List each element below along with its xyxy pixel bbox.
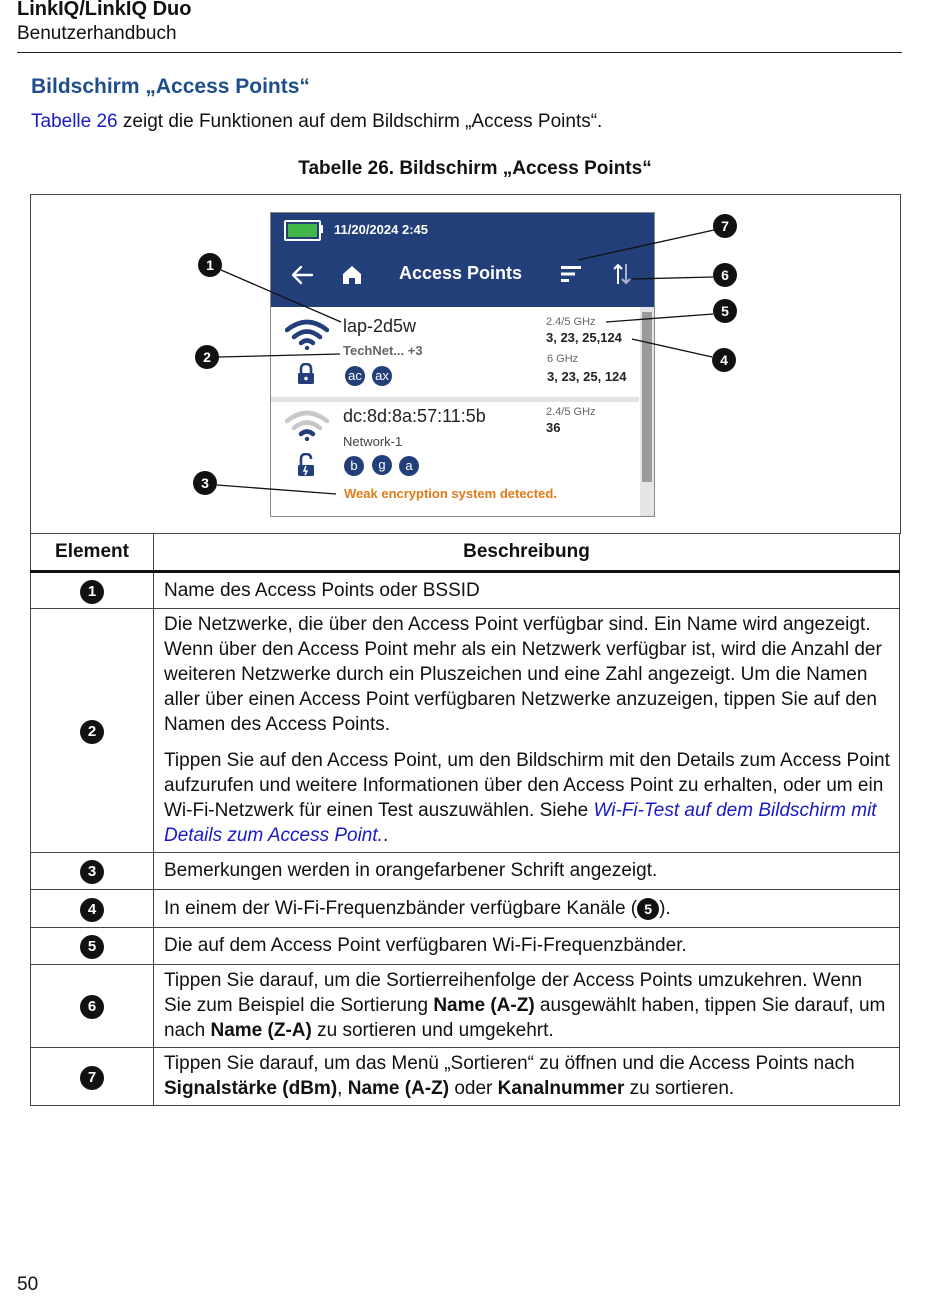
ap-name-1[interactable]: lap-2d5w xyxy=(343,316,417,336)
row-text: zu sortieren. xyxy=(624,1078,735,1099)
section-heading: Bildschirm „Access Points“ xyxy=(31,75,310,98)
ap1-band-6: 6 GHz xyxy=(547,353,579,365)
row-text: , xyxy=(337,1078,348,1099)
callout-5 xyxy=(713,299,737,323)
row-text: Tippen Sie darauf, um das Menü „Sortieren“ zu öffnen und die Access Points nach xyxy=(164,1053,855,1074)
row-text: zu sortieren und umgekehrt. xyxy=(311,1020,554,1041)
row-description: Bemerkungen werden in orangefarbener Schrift angezeigt. xyxy=(154,853,900,890)
number-marker: 1 xyxy=(80,580,104,604)
svg-text:4: 4 xyxy=(720,352,728,368)
row-text: Tippen Sie auf den Access Point, um den Bildschirm mit den Details zum Access Point aufzurufen und weitere Informationen über den Access Point zu erhalten, oder um ein Wi-Fi-Netzwerk für einen Test auszuwählen. Siehe xyxy=(164,750,890,821)
bold-term: Signalstärke (dBm) xyxy=(164,1078,338,1099)
bold-term: Name (A-Z) xyxy=(433,995,535,1016)
row-description xyxy=(154,609,900,853)
row-description: Name des Access Points oder BSSID xyxy=(154,572,900,609)
callout-1 xyxy=(198,253,222,277)
callout-4 xyxy=(712,348,736,372)
table-row xyxy=(31,965,900,1048)
svg-text:1: 1 xyxy=(206,257,214,273)
svg-text:6: 6 xyxy=(721,267,729,283)
row-text: In einem der Wi-Fi-Frequenzbänder verfügbare Kanäle ( xyxy=(164,897,638,919)
callout-3 xyxy=(193,471,217,495)
number-marker: 2 xyxy=(80,720,104,744)
header-element: Element xyxy=(31,534,154,572)
row-description xyxy=(154,890,900,928)
header-description: Beschreibung xyxy=(154,534,900,572)
inline-marker: 5 xyxy=(637,898,659,920)
svg-text:7: 7 xyxy=(721,218,729,234)
warning-text: Weak encryption system detected. xyxy=(344,486,557,501)
ap1-channels-6: 3, 23, 25, 124 xyxy=(547,369,627,384)
doc-subtitle: Benutzerhandbuch xyxy=(17,23,177,44)
table-row xyxy=(31,572,900,609)
status-datetime: 11/20/2024 2:45 xyxy=(334,222,428,237)
row-text: ). xyxy=(659,897,671,919)
bold-term: Kanalnummer xyxy=(497,1078,625,1099)
badge-a: a xyxy=(399,456,419,476)
callout-7 xyxy=(713,214,737,238)
table-link[interactable]: Tabelle 26 xyxy=(31,111,118,132)
badge-ac: ac xyxy=(345,366,365,386)
table-row xyxy=(31,853,900,890)
row-description xyxy=(154,965,900,1048)
table-header-row xyxy=(31,534,900,572)
table-row xyxy=(31,890,900,928)
callout-overlay xyxy=(0,0,950,540)
callout-6 xyxy=(713,263,737,287)
ap1-channels-24-5: 3, 23, 25,124 xyxy=(546,330,622,345)
svg-text:5: 5 xyxy=(721,303,729,319)
ap-network-1[interactable]: TechNet... +3 xyxy=(343,343,423,358)
svg-text:2: 2 xyxy=(203,349,211,365)
screen-title: Access Points xyxy=(399,263,523,283)
row-description: Die auf dem Access Point verfügbaren Wi-Fi-Frequenzbänder. xyxy=(154,928,900,965)
row-description xyxy=(154,1048,900,1106)
bold-term: Name (Z-A) xyxy=(210,1020,312,1041)
badge-b: b xyxy=(344,456,364,476)
row-text: Tippen Sie darauf, um die Sortierreihenfolge der Access Points umzukehren. Wenn Sie zum Beispiel die Sortierung xyxy=(164,970,863,1016)
ap2-channels: 36 xyxy=(546,420,561,435)
table-row xyxy=(31,1048,900,1106)
number-marker: 5 xyxy=(80,935,104,959)
ap2-band: 2.4/5 GHz xyxy=(546,406,596,418)
svg-text:3: 3 xyxy=(201,475,209,491)
table-row xyxy=(31,928,900,965)
cross-reference-link[interactable]: Wi-Fi-Test auf dem Bildschirm mit Details zum Access Point. xyxy=(164,800,877,846)
bold-term: Name (A-Z) xyxy=(347,1078,450,1099)
row-paragraph xyxy=(164,748,891,848)
row-text: ausgewählt haben, tippen Sie darauf, um nach xyxy=(164,995,886,1041)
ap-network-2[interactable]: Network-1 xyxy=(343,434,403,449)
badge-g: g xyxy=(372,455,392,475)
badge-ax: ax xyxy=(372,366,392,386)
row-text: . xyxy=(382,825,389,846)
ap-name-2[interactable]: dc:8d:8a:57:11:5b xyxy=(343,406,486,426)
table-row xyxy=(31,609,900,853)
callout-2 xyxy=(195,345,219,369)
number-marker: 7 xyxy=(80,1066,104,1090)
table-caption: Tabelle 26. Bildschirm „Access Points“ xyxy=(298,158,652,179)
number-marker: 3 xyxy=(80,860,104,884)
number-marker: 4 xyxy=(80,898,104,922)
ap1-band-24-5: 2.4/5 GHz xyxy=(546,316,596,328)
row-paragraph: Die Netzwerke, die über den Access Point verfügbar sind. Ein Name wird angezeigt. Wenn über den Access Point mehr als ein Netzwerk verfügbar ist, wird die Anzahl der weiteren Netzwerke durch ein Pluszeichen und eine Zahl angezeigt. Um die Namen aller über einen Access Point verfügbaren Netzwerke anzuzeigen, tippen Sie auf den Namen des Access Points. xyxy=(164,614,882,735)
doc-title: LinkIQ/LinkIQ Duo xyxy=(17,0,192,20)
page-number: 50 xyxy=(17,1274,39,1295)
row-text: oder xyxy=(449,1078,498,1099)
intro-rest: zeigt die Funktionen auf dem Bildschirm „Access Points“. xyxy=(117,111,603,132)
description-table xyxy=(30,533,900,1106)
number-marker: 6 xyxy=(80,995,104,1019)
